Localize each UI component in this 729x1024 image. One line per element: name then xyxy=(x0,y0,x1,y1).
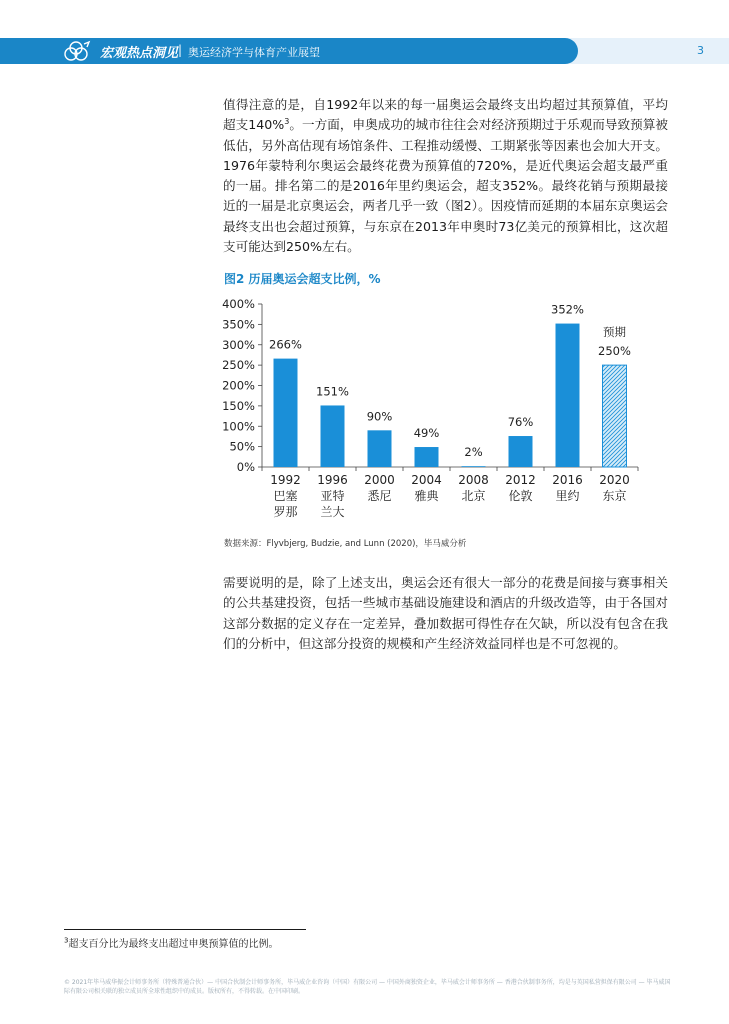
footnote-text: 超支百分比为最终支出超过申奥预算值的比例。 xyxy=(68,939,279,950)
copyright-footer: © 2021年毕马威华振会计师事务所（特殊普通合伙）— 中国合伙制会计师事务所，毕马威企业咨询（中国）有限公司 — 中国外商独资企业，毕马威会计师事务所 — 香港合伙制事务所，均是与英国私营担保有限公司 — 毕马威国际有限公司相关联的独立成员所全球性组织中的成员。版权所有，不得转载。在中国印刷。 xyxy=(64,979,671,995)
x-category-label: 北京 xyxy=(461,489,486,503)
bar xyxy=(556,324,580,467)
header-band xyxy=(0,38,729,64)
x-category-label: 2016 xyxy=(552,473,583,487)
x-category-label: 1992 xyxy=(270,473,301,487)
overrun-bar-chart xyxy=(218,296,658,531)
bar-value-label: 90% xyxy=(366,409,393,424)
x-category-label: 伦敦 xyxy=(508,489,533,503)
y-tick-label: 100% xyxy=(222,419,255,434)
x-category-label: 巴塞 xyxy=(273,489,298,503)
x-category-label: 雅典 xyxy=(414,489,439,503)
y-tick-label: 200% xyxy=(222,378,255,393)
bar-value-label: 250% xyxy=(598,344,631,359)
y-tick-label: 150% xyxy=(222,398,255,413)
y-tick-label: 300% xyxy=(222,337,255,352)
x-category-label: 2004 xyxy=(411,473,442,487)
y-tick-label: 350% xyxy=(222,317,255,332)
bar xyxy=(368,430,392,467)
x-category-label: 2008 xyxy=(458,473,489,487)
x-category-label: 2000 xyxy=(364,473,395,487)
body-paragraph-2: 需要说明的是，除了上述支出，奥运会还有很大一部分的花费是间接与赛事相关的公共基建投资，包括一些城市基础设施建设和酒店的升级改造等，由于各国对这部分数据的定义存在一定差异，叠加数据可得性存在欠缺，所以没有包含在我们的分析中，但这部分投资的规模和产生经济效益同样也是不可忽视的。 xyxy=(223,575,668,651)
x-category-label: 里约 xyxy=(555,489,580,503)
brand-logo-icon xyxy=(62,40,92,62)
bar-value-label: 49% xyxy=(413,426,440,441)
footnote xyxy=(64,935,278,950)
footnote-mark: 3 xyxy=(64,936,69,945)
bar-value-label: 266% xyxy=(269,337,302,352)
report-title: 奥运经济学与体育产业展望 xyxy=(188,46,320,59)
bar xyxy=(321,405,345,467)
y-tick-label: 400% xyxy=(222,297,255,311)
estimate-annotation: 预期 xyxy=(603,325,626,340)
bar-value-label: 2% xyxy=(464,445,483,460)
x-category-label: 2020 xyxy=(599,473,630,487)
x-category-label: 兰大 xyxy=(320,505,345,519)
x-category-label: 东京 xyxy=(602,489,627,503)
header-separator: | xyxy=(178,43,183,57)
y-tick-label: 250% xyxy=(222,358,255,373)
body-paragraph-1 xyxy=(223,95,668,257)
figure-source: 数据来源：Flyvbjerg, Budzie, and Lunn (2020)，毕马威分析 xyxy=(224,539,467,549)
x-category-label: 罗那 xyxy=(273,505,298,519)
section-title: 宏观热点洞见 xyxy=(100,46,179,61)
bar xyxy=(462,466,486,467)
x-category-label: 亚特 xyxy=(320,489,345,503)
footnote-ref[interactable]: 3 xyxy=(284,117,290,127)
paragraph1-text-b: 。一方面，申奥成功的城市往往会对经济预期过于乐观而导致预算被低估，另外高估现有场馆条件、工程推动缓慢、工期紧张等因素也会加大开支。1976年蒙特利尔奥运会最终花费为预算值的720%，是近代奥运会超支最严重的一届。排名第二的是2016年里约奥运会，超支352%。最终花销与预期最接近的一届是北京奥运会，两者几乎一致（图2）。因疫情而延期的本届东京奥运会最终支出也会超过预算，与东京在2013年申奥时73亿美元的预算相比，这次超支可能达到250%左右。 xyxy=(223,117,668,255)
y-tick-label: 50% xyxy=(229,439,255,454)
x-category-label: 1996 xyxy=(317,473,348,487)
bar-value-label: 151% xyxy=(316,384,349,399)
bar-value-label: 352% xyxy=(551,302,584,317)
figure-title: 图2 历届奥运会超支比例，% xyxy=(224,272,381,286)
footnote-divider xyxy=(64,929,306,930)
y-tick-label: 0% xyxy=(236,460,255,474)
bar xyxy=(415,447,439,467)
page-number: 3 xyxy=(697,44,704,57)
x-category-label: 2012 xyxy=(505,473,536,487)
x-category-label: 悉尼 xyxy=(367,489,392,503)
bar-estimate xyxy=(603,365,627,467)
paragraph1-text-a: 值得注意的是，自1992年以来的每一届奥运会最终支出均超过其预算值，平均超支140% xyxy=(223,97,668,133)
bar xyxy=(274,359,298,467)
bar xyxy=(509,436,533,467)
bar-value-label: 76% xyxy=(507,415,534,430)
